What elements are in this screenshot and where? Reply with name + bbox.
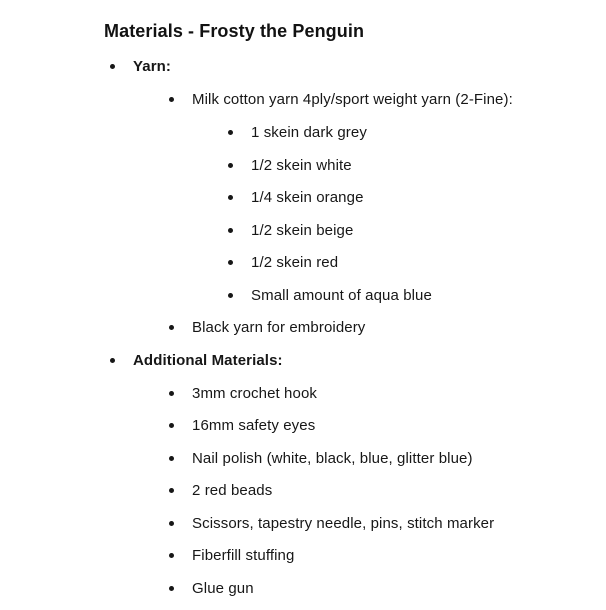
bullet-icon <box>228 293 233 298</box>
list-item-label: Scissors, tapestry needle, pins, stitch marker <box>192 514 495 532</box>
list-item-label: Glue gun <box>192 579 254 597</box>
list-item-label: 1/2 skein red <box>251 254 339 271</box>
materials-list <box>104 56 580 599</box>
list-item-label: Small amount of aqua blue <box>251 286 432 304</box>
list-item-crochet-hook <box>163 383 580 404</box>
bullet-icon <box>228 130 233 135</box>
list-item-additional-materials <box>104 350 580 599</box>
list-item-skein-beige <box>222 220 580 241</box>
bullet-icon <box>169 456 174 461</box>
bullet-icon <box>169 553 174 558</box>
bullet-icon <box>228 163 233 168</box>
list-item-label: Black yarn for embroidery <box>192 319 366 336</box>
list-item-label: Nail polish (white, black, blue, glitter blue) <box>192 449 473 467</box>
bullet-icon <box>228 195 233 200</box>
list-item-label: 1/2 skein white <box>251 156 352 174</box>
list-item-label: 1/2 skein beige <box>251 221 354 239</box>
list-item-glue-gun <box>163 578 580 599</box>
bullet-icon <box>169 423 174 428</box>
bullet-icon <box>169 325 174 330</box>
list-item-label: 16mm safety eyes <box>192 417 316 434</box>
bullet-icon <box>228 260 233 265</box>
list-item-label: Additional Materials: <box>133 351 283 369</box>
list-item-scissors-tools <box>163 513 580 534</box>
list-item-label: Yarn: <box>133 58 172 75</box>
list-item-red-beads <box>163 480 580 501</box>
list-item-aqua-blue <box>222 285 580 306</box>
bullet-icon <box>110 358 115 363</box>
bullet-icon <box>169 521 174 526</box>
list-item-label: 3mm crochet hook <box>192 384 317 402</box>
bullet-icon <box>228 228 233 233</box>
page-title: Materials - Frosty the Penguin <box>104 21 365 41</box>
list-item-skein-orange <box>222 187 580 208</box>
list-item-nail-polish <box>163 448 580 469</box>
list-item-milk-cotton-yarn <box>163 89 580 306</box>
list-item-safety-eyes <box>163 415 580 436</box>
list-item-yarn <box>104 56 580 338</box>
list-item-label: Fiberfill stuffing <box>192 547 295 564</box>
list-item-fiberfill-stuffing <box>163 545 580 566</box>
additional-materials-sublist <box>163 383 580 599</box>
list-item-label: 1 skein dark grey <box>251 124 367 141</box>
list-item-label: 1/4 skein orange <box>251 189 364 206</box>
skein-sublist <box>222 122 580 306</box>
bullet-icon <box>169 97 174 102</box>
list-item-skein-red <box>222 252 580 273</box>
bullet-icon <box>169 586 174 591</box>
bullet-icon <box>110 64 115 69</box>
list-item-label: Milk cotton yarn 4ply/sport weight yarn (2-Fine): <box>192 91 513 108</box>
list-item-skein-white <box>222 155 580 176</box>
yarn-sublist <box>163 89 580 338</box>
list-item-black-yarn-embroidery <box>163 317 580 338</box>
materials-document <box>104 19 580 610</box>
list-item-skein-dark-grey <box>222 122 580 143</box>
bullet-icon <box>169 488 174 493</box>
list-item-label: 2 red beads <box>192 482 273 499</box>
bullet-icon <box>169 391 174 396</box>
